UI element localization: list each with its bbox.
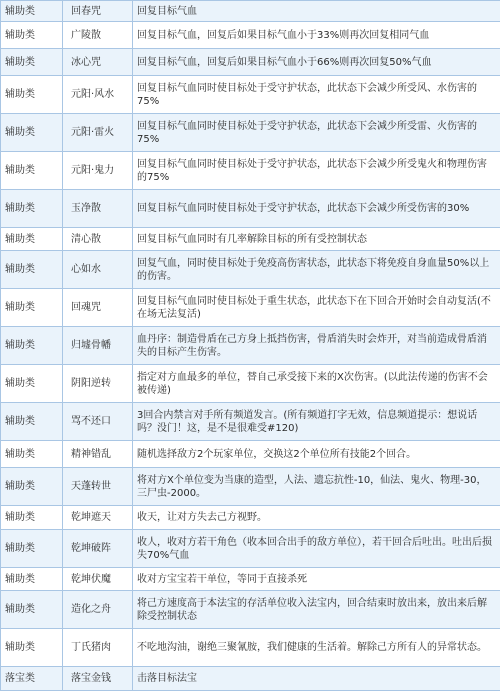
name-cell: 元阳·风水 <box>63 76 133 114</box>
type-cell: 辅助类 <box>1 152 63 190</box>
desc-cell: 将对方X个单位变为当康的造型，人法、遗忘抗性-10，仙法、鬼火、物理-30，三尸虫-2000。 <box>133 468 500 506</box>
type-cell: 辅助类 <box>1 289 63 327</box>
table-row <box>1 114 500 152</box>
table-row <box>1 251 500 289</box>
type-cell: 辅助类 <box>1 365 63 403</box>
type-cell: 辅助类 <box>1 441 63 468</box>
name-cell: 元阳·雷火 <box>63 114 133 152</box>
table-row <box>1 22 500 49</box>
type-cell: 辅助类 <box>1 468 63 506</box>
table-row <box>1 591 500 629</box>
name-cell: 精神错乱 <box>63 441 133 468</box>
name-cell: 乾坤伏魔 <box>63 568 133 591</box>
type-cell: 辅助类 <box>1 251 63 289</box>
desc-cell: 将己方速度高于本法宝的存活单位收入法宝内，回合结束时放出来，放出来后解除受控制状态 <box>133 591 500 629</box>
name-cell: 骂不还口 <box>63 403 133 441</box>
name-cell: 阴阳逆转 <box>63 365 133 403</box>
table-row <box>1 1 500 22</box>
desc-cell: 回复目标气血同时使目标处于受守护状态，此状态下会减少所受伤害的30% <box>133 190 500 228</box>
table-row <box>1 441 500 468</box>
name-cell: 玉净散 <box>63 190 133 228</box>
name-cell: 乾坤破阵 <box>63 530 133 568</box>
type-cell: 辅助类 <box>1 76 63 114</box>
name-cell: 天蓬转世 <box>63 468 133 506</box>
desc-cell: 血丹序：制造骨盾在己方身上抵挡伤害，骨盾消失时会炸开，对当前造成骨盾消失的目标产生伤害。 <box>133 327 500 365</box>
desc-cell: 回复目标气血同时使目标处于受守护状态，此状态下会减少所受鬼火和物理伤害的75% <box>133 152 500 190</box>
desc-cell: 回复目标气血同时使目标处于受守护状态，此状态下会减少所受风、水伤害的75% <box>133 76 500 114</box>
type-cell: 辅助类 <box>1 629 63 667</box>
table-row <box>1 327 500 365</box>
name-cell: 造化之舟 <box>63 591 133 629</box>
desc-cell: 不吃地沟油，谢绝三聚氰胺，我们健康的生活着。解除己方所有人的异常状态。 <box>133 629 500 667</box>
desc-cell: 回复目标气血同时使目标处于重生状态，此状态下在下回合开始时会自动复活(不在场无法复活) <box>133 289 500 327</box>
name-cell: 广陵散 <box>63 22 133 49</box>
type-cell: 辅助类 <box>1 22 63 49</box>
table-row <box>1 190 500 228</box>
table-row <box>1 506 500 530</box>
name-cell: 落宝金钱 <box>63 667 133 691</box>
table-row <box>1 49 500 76</box>
table-row <box>1 468 500 506</box>
desc-cell: 回复目标气血同时使目标处于受守护状态，此状态下会减少所受雷、火伤害的75% <box>133 114 500 152</box>
desc-cell: 收人，收对方若干角色（收本回合出手的敌方单位），若干回合后吐出。吐出后损失70%气血 <box>133 530 500 568</box>
desc-cell: 收对方宝宝若干单位，等同于直接杀死 <box>133 568 500 591</box>
type-cell: 辅助类 <box>1 530 63 568</box>
table-row <box>1 568 500 591</box>
name-cell: 丁氏猪肉 <box>63 629 133 667</box>
table-row <box>1 365 500 403</box>
desc-cell: 回复目标气血，回复后如果目标气血小于33%则再次回复相同气血 <box>133 22 500 49</box>
desc-cell: 回复目标气血同时有几率解除目标的所有受控制状态 <box>133 228 500 251</box>
type-cell: 落宝类 <box>1 667 63 691</box>
type-cell: 辅助类 <box>1 228 63 251</box>
name-cell: 清心散 <box>63 228 133 251</box>
desc-cell: 3回合内禁言对手所有频道发言。(所有频道打字无效，信息频道提示：想说话吗？没门！这，是不是很难受#120) <box>133 403 500 441</box>
name-cell: 乾坤遮天 <box>63 506 133 530</box>
type-cell: 辅助类 <box>1 591 63 629</box>
table-row <box>1 530 500 568</box>
name-cell: 回魂咒 <box>63 289 133 327</box>
type-cell: 辅助类 <box>1 114 63 152</box>
type-cell: 辅助类 <box>1 190 63 228</box>
table-row <box>1 152 500 190</box>
type-cell: 辅助类 <box>1 1 63 22</box>
type-cell: 辅助类 <box>1 506 63 530</box>
desc-cell: 回复目标气血 <box>133 1 500 22</box>
name-cell: 回春咒 <box>63 1 133 22</box>
name-cell: 归墟骨幡 <box>63 327 133 365</box>
name-cell: 元阳·鬼力 <box>63 152 133 190</box>
desc-cell: 回复气血，同时使目标处于免疫高伤害状态，此状态下将免疫自身血量50%以上的伤害。 <box>133 251 500 289</box>
table-row <box>1 667 500 691</box>
desc-cell: 收天，让对方失去己方视野。 <box>133 506 500 530</box>
table-row <box>1 629 500 667</box>
table-row <box>1 403 500 441</box>
type-cell: 辅助类 <box>1 327 63 365</box>
table-row <box>1 228 500 251</box>
table-row <box>1 289 500 327</box>
skill-table-body <box>1 1 500 691</box>
name-cell: 心如水 <box>63 251 133 289</box>
type-cell: 辅助类 <box>1 49 63 76</box>
desc-cell: 指定对方血最多的单位，替自己承受接下来的X次伤害。(以此法传递的伤害不会被传递) <box>133 365 500 403</box>
type-cell: 辅助类 <box>1 568 63 591</box>
desc-cell: 回复目标气血，回复后如果目标气血小于66%则再次回复50%气血 <box>133 49 500 76</box>
desc-cell: 击落目标法宝 <box>133 667 500 691</box>
name-cell: 冰心咒 <box>63 49 133 76</box>
table-row <box>1 76 500 114</box>
type-cell: 辅助类 <box>1 403 63 441</box>
desc-cell: 随机选择敌方2个玩家单位，交换这2个单位所有技能2个回合。 <box>133 441 500 468</box>
